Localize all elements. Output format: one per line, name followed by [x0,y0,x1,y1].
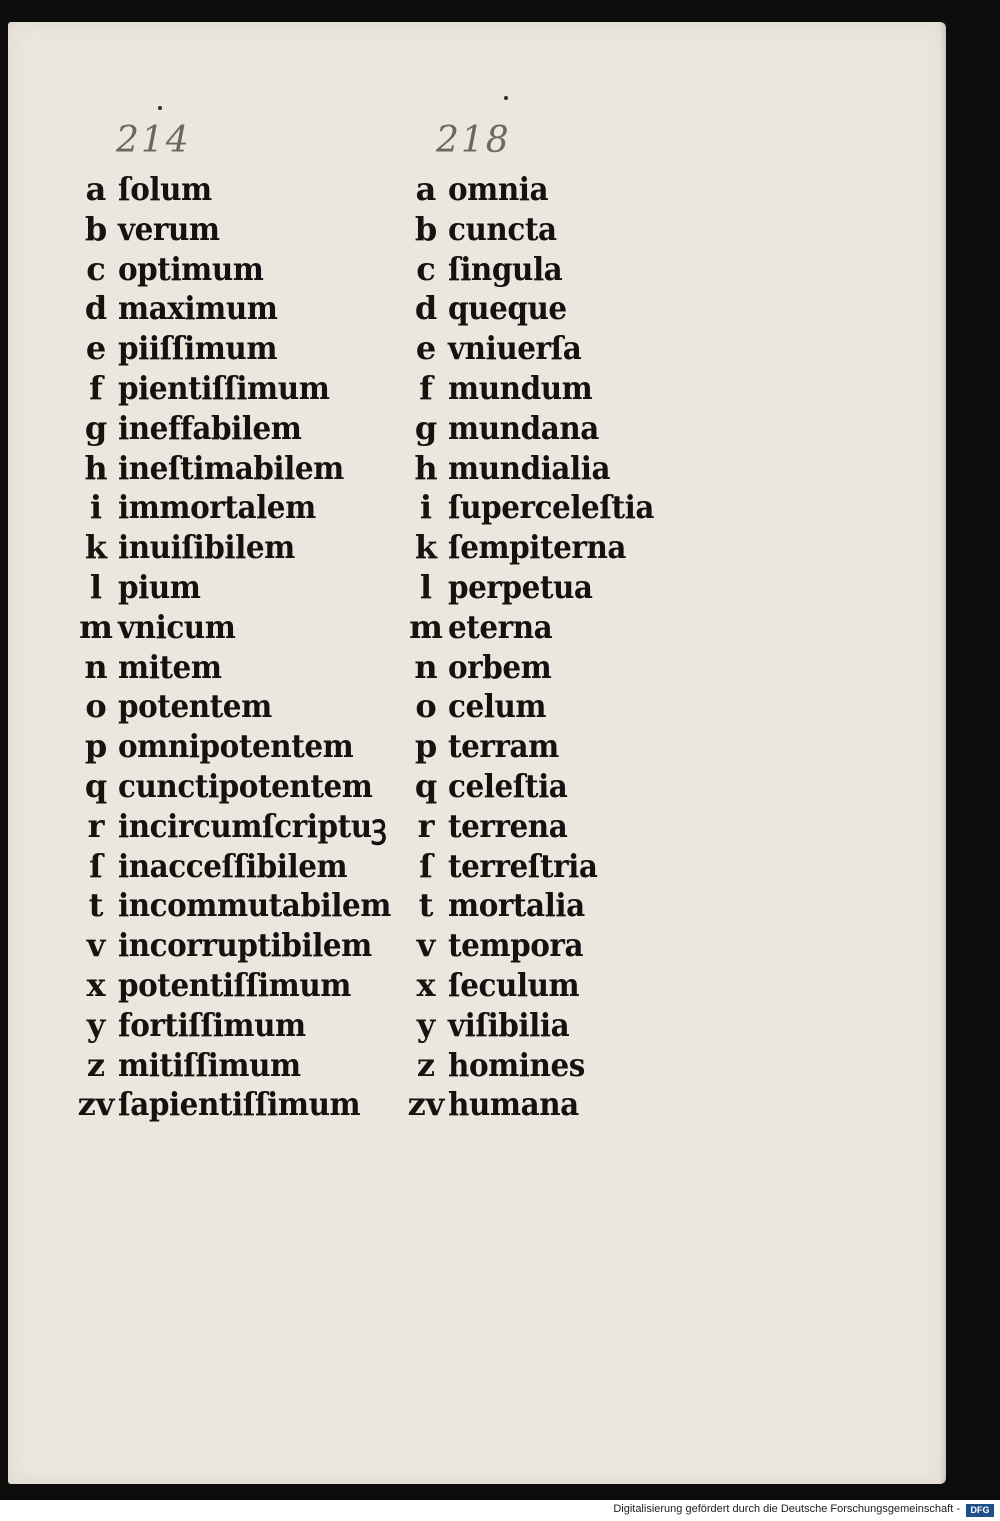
word-entry [74,1085,415,1125]
word-entry [74,847,415,887]
entry-word: incircumſcriptuꝫ [118,806,387,845]
word-entry [404,369,672,409]
entry-letter: a [85,170,107,208]
entry-letter: d [84,289,108,328]
word-entry [74,289,415,329]
entry-word: viſibilia [448,1005,570,1044]
entry-word: mundana [448,408,599,447]
word-entry [404,727,672,767]
word-entry [404,528,672,568]
word-entry [404,687,672,727]
entry-word: humana [448,1085,579,1124]
entry-word: inuiſibilem [118,528,295,567]
word-entry [404,966,672,1006]
word-entry [404,289,672,329]
word-entry [404,1006,672,1046]
entry-letter: f [89,368,103,407]
entry-letter: q [414,766,438,805]
entry-letter: p [84,727,108,766]
entry-word: omnia [448,170,549,208]
entry-word: mundum [448,368,593,407]
entry-letter: o [85,687,107,726]
word-entry [404,488,672,528]
entry-word: ſuperceleſtia [448,488,655,527]
entry-letter: n [414,647,438,686]
entry-word: celeſtia [448,766,568,805]
entry-letter: r [87,806,105,845]
word-entry [74,1046,415,1086]
entry-letter: a [415,170,437,208]
word-entry [74,528,415,568]
digitization-credit: Digitalisierung gefördert durch die Deutsche Forschungsgemeinschaft - [613,1503,960,1515]
folio-number-right: 218 [436,120,511,161]
dfg-logo: DFG [966,1504,994,1517]
entry-letter: h [84,448,108,487]
word-entry [404,807,672,847]
entry-letter: t [88,886,104,925]
entry-letter: x [86,965,106,1004]
entry-word: ſingula [448,249,563,288]
entry-word: immortalem [118,488,316,527]
entry-word: piiſſimum [118,329,278,368]
word-entry [74,608,415,648]
entry-word: homines [448,1045,585,1084]
entry-letter: o [415,687,437,726]
entry-word: optimum [118,249,264,288]
word-entry [74,727,415,767]
entry-word: verum [118,209,220,248]
entry-word: vniuerſa [448,329,582,368]
entry-word: omnipotentem [118,727,354,766]
entry-letter: i [419,488,433,527]
entry-letter: ſ [89,846,103,885]
word-entry [404,409,672,449]
entry-word: ſempiterna [448,528,627,567]
entry-word: potentem [118,687,272,726]
entry-word: ineffabilem [118,408,302,447]
word-entry [74,369,415,409]
entry-letter: zv [407,1085,445,1124]
word-entry [74,329,415,369]
entry-letter: c [416,249,436,288]
word-entry [74,767,415,807]
entry-letter: n [84,647,108,686]
entry-letter: e [85,329,107,368]
entry-word: terram [448,727,559,766]
entry-letter: x [416,965,436,1004]
entry-letter: d [414,289,438,328]
entry-word: ſolum [118,170,212,208]
word-entry [74,568,415,608]
folio-number-left: 214 [116,120,191,161]
entry-word: cuncta [448,209,557,248]
entry-letter: ſ [419,846,433,885]
word-entry [74,170,415,210]
entry-letter: e [415,329,437,368]
entry-letter: t [418,886,434,925]
entry-letter: i [89,488,103,527]
word-entry [404,847,672,887]
word-entry [404,767,672,807]
word-entry [404,568,672,608]
word-entry [74,449,415,489]
word-entry [404,1046,672,1086]
entry-letter: g [414,408,438,447]
entry-letter: m [409,607,443,646]
entry-letter: q [84,766,108,805]
entry-word: incorruptibilem [118,926,372,965]
word-entry [74,210,415,250]
entry-word: pientiſſimum [118,368,330,407]
word-entry [404,608,672,648]
entry-word: incommutabilem [118,886,391,925]
ink-dot [504,96,508,100]
entry-word: ſapientiſſimum [118,1085,361,1124]
entry-letter: z [416,1045,436,1084]
entry-word: maximum [118,289,278,328]
entry-word: perpetua [448,567,593,606]
word-entry [404,170,672,210]
entry-word: terreſtria [448,846,598,885]
entry-word: pium [118,567,201,606]
footer-bar [0,1500,1000,1521]
entry-word: vnicum [118,607,236,646]
entry-letter: g [84,408,108,447]
entry-letter: f [419,368,433,407]
entry-letter: r [417,806,435,845]
entry-letter: z [86,1045,106,1084]
word-entry [404,449,672,489]
entry-word: potentiſſimum [118,965,351,1004]
entry-word: ineſtimabilem [118,448,344,487]
word-entry [74,807,415,847]
word-entry [404,250,672,290]
left-word-column [74,170,415,1125]
entry-letter: c [86,249,106,288]
entry-letter: h [414,448,438,487]
word-entry [74,648,415,688]
entry-word: fortiſſimum [118,1005,306,1044]
entry-word: orbem [448,647,552,686]
right-word-column [404,170,672,1125]
word-entry [74,409,415,449]
entry-letter: b [84,209,108,248]
word-entry [74,488,415,528]
entry-word: terrena [448,806,568,845]
entry-word: tempora [448,926,584,965]
entry-letter: k [84,528,108,567]
word-entry [74,886,415,926]
entry-word: cunctipotentem [118,766,373,805]
entry-word: inacceſſibilem [118,846,348,885]
entry-letter: b [414,209,438,248]
entry-letter: k [414,528,438,567]
word-entry [404,886,672,926]
entry-word: celum [448,687,547,726]
entry-letter: m [79,607,113,646]
word-entry [74,1006,415,1046]
entry-letter: v [416,926,436,965]
word-entry [74,687,415,727]
entry-letter: p [414,727,438,766]
word-entry [74,966,415,1006]
entry-letter: l [89,567,103,606]
word-entry [74,250,415,290]
entry-word: mitiſſimum [118,1045,301,1084]
entry-letter: y [416,1005,436,1044]
entry-letter: v [86,926,106,965]
word-entry [404,210,672,250]
word-entry [404,648,672,688]
ink-dot [158,106,162,110]
entry-word: mortalia [448,886,585,925]
entry-letter: zv [77,1085,115,1124]
word-entry [74,926,415,966]
word-entry [404,1085,672,1125]
entry-word: mundialia [448,448,611,487]
entry-word: ſeculum [448,965,580,1004]
entry-letter: l [419,567,433,606]
entry-word: queque [448,289,567,328]
word-entry [404,329,672,369]
entry-word: mitem [118,647,222,686]
word-entry [404,926,672,966]
entry-letter: y [86,1005,106,1044]
entry-word: eterna [448,607,553,646]
